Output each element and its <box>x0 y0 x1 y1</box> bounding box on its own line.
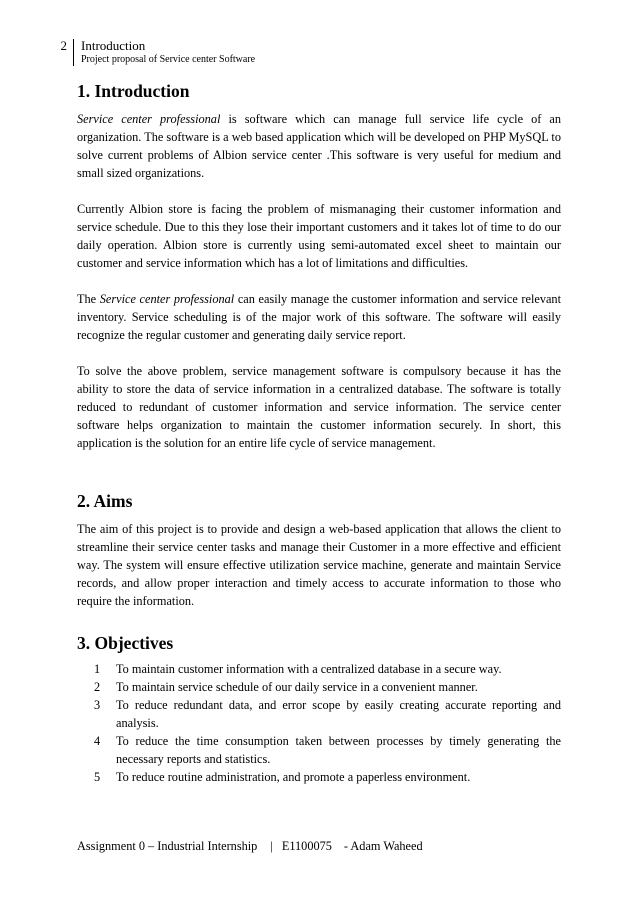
product-name-italic: Service center professional <box>99 292 235 306</box>
introduction-paragraph-3-text: can easily manage the customer information and service relevant inventory. Service scheduling is of the major work of this software. The software will easily recognize the regular customer and generating daily service report. <box>77 292 562 342</box>
objective-text: To maintain service schedule of our daily service in a convenient manner. <box>116 680 478 694</box>
header-divider <box>73 39 74 66</box>
introduction-paragraph-2: Currently Albion store is facing the problem of mismanaging their customer information and service schedule. Due to this they lose their important customers and it takes lot of time to do our daily operation. Albion store is currently using semi-automated excel sheet to maintain our customer and service information which has a lot of limitations and difficulties. <box>77 202 561 270</box>
header-title: Introduction <box>81 38 146 53</box>
document-body <box>77 80 561 786</box>
objective-item <box>77 696 561 732</box>
objective-text: To reduce the time consumption taken between processes by timely generating the necessary reports and statistics. <box>116 734 561 766</box>
introduction-paragraph-3 <box>77 290 561 344</box>
objectives-list <box>77 660 561 786</box>
page-number: 2 <box>60 38 67 53</box>
objective-number: 5 <box>94 770 101 784</box>
product-name-italic: Service center professional <box>77 112 221 126</box>
aims-paragraph: The aim of this project is to provide and design a web-based application that allows the client to streamline their service center tasks and manage their Customer in a more effective and efficient way. The system will ensure effective utilization service machine, generate and maintain Service records, and allow proper interaction and timely access to accurate information to those who require the information. <box>77 522 561 608</box>
introduction-paragraph-1-text: is software which can manage full service life cycle of an organization. The software is a web based application which will be developed on PHP MySQL to solve current problems of Albion service center .This software is very useful for medium and small sized organizations. <box>77 112 562 180</box>
introduction-paragraph-4: To solve the above problem, service management software is compulsory because it has the ability to store the data of service information in a centralized database. The software is totally reduced to redundant of customer information and service information. The service center software helps organization to maintain the customer information securely. In short, this application is the solution for an entire life cycle of service management. <box>77 364 561 450</box>
aims-heading: 2. Aims <box>77 491 133 511</box>
introduction-paragraph-3-lead: The <box>77 292 100 306</box>
page-footer <box>77 838 423 854</box>
introduction-heading: 1. Introduction <box>77 81 190 101</box>
objective-text: To maintain customer information with a centralized database in a secure way. <box>116 662 502 676</box>
objectives-heading: 3. Objectives <box>77 633 174 653</box>
footer-author: - Adam Waheed <box>343 839 423 853</box>
objective-number: 3 <box>94 698 101 712</box>
objective-item <box>77 678 561 696</box>
objective-number: 2 <box>94 680 101 694</box>
objective-item <box>77 768 561 786</box>
footer-student-id: E1100075 <box>281 839 332 853</box>
footer-assignment: Assignment 0 – Industrial Internship <box>77 839 258 853</box>
objective-item <box>77 732 561 768</box>
objective-text: To reduce routine administration, and promote a paperless environment. <box>116 770 471 784</box>
header-subtitle: Project proposal of Service center Software <box>81 54 256 65</box>
footer-separator: | <box>270 839 273 853</box>
objective-number: 1 <box>94 662 101 676</box>
objective-item <box>77 660 561 678</box>
introduction-paragraph-1 <box>77 110 561 182</box>
objective-number: 4 <box>94 734 101 748</box>
objective-text: To reduce redundant data, and error scope by easily creating accurate reporting and analysis. <box>116 698 561 730</box>
